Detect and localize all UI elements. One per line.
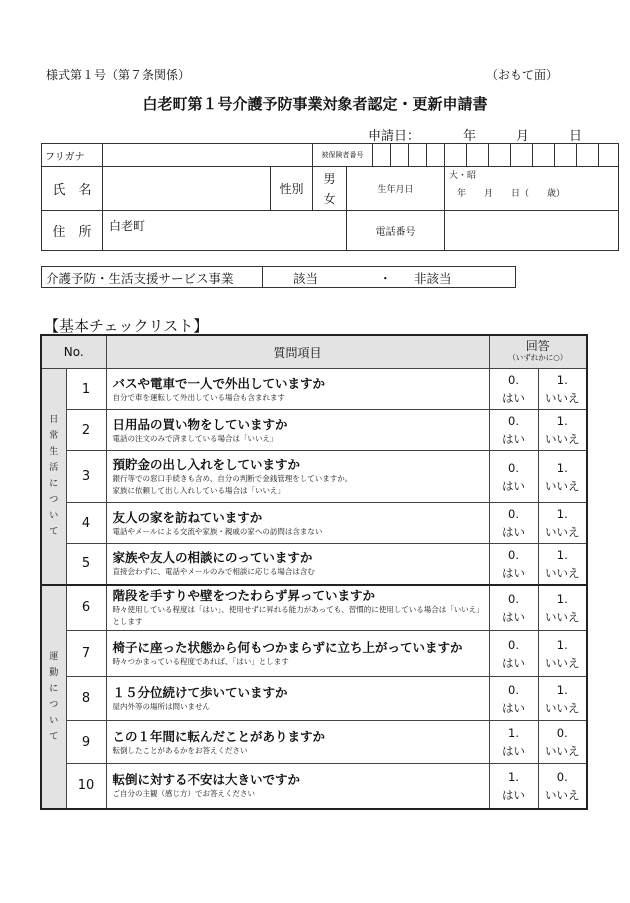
answer-yes-score: 0. [508,637,519,652]
question-cell [106,721,489,764]
col-answer-header [489,335,587,369]
question-cell [106,764,489,809]
table-row [41,585,587,631]
question-note: 時々使用している程度は「はい」、使用せずに昇れる能力があっても、習慣的に使用している場合は「いいえ」とします [112,605,484,627]
question-note: 転倒したことがあるかをお答えください [112,745,248,755]
category-char: 常 [49,431,59,442]
category-char: に [49,683,59,694]
answer-no[interactable] [538,369,587,410]
question-note: 自分で車を運転して外出している場合も含まれます [112,392,286,402]
basic-checklist-table [40,334,588,810]
question-note: 直接会わずに、電話やメールのみで相談に応じる場合は含む [112,567,315,577]
answer-header-note: （いずれかに○） [508,353,568,362]
question-text: 友人の家を訪ねていますか [112,509,263,525]
insured-number-digit[interactable] [391,144,409,167]
answer-no[interactable] [538,764,587,809]
insured-number-digit[interactable] [409,144,427,167]
birth-era: 大・昭 [449,171,477,181]
answer-no-score: 0. [556,726,568,740]
table-row [41,764,587,809]
insured-number-digit[interactable] [533,144,555,167]
answer-yes-score: 0. [508,414,519,428]
question-text: 日用品の買い物をしていますか [112,416,288,432]
insured-number-digit[interactable] [555,144,577,167]
answer-yes-label: はい [502,478,526,493]
answer-yes-label: はい [502,391,526,405]
category-char: 動 [49,667,59,678]
application-date-label: 申請日： [368,129,421,144]
answer-yes-label: はい [502,744,526,758]
birthdate-label: 生年月日 [347,167,445,211]
checklist-title: 【基本チェックリスト】 [44,317,209,335]
insured-number-digit[interactable] [373,144,391,167]
insured-number-digit[interactable] [577,144,599,167]
answer-no-label: いいえ [545,525,580,539]
answer-no-label: いいえ [545,478,580,493]
question-note: 電話やメールによる交流や家族・親戚の家への訪問は含まない [112,526,323,536]
answer-no-label: いいえ [545,744,580,758]
answer-no-label: いいえ [545,700,580,715]
answer-yes[interactable] [489,585,538,631]
table-row [41,721,587,764]
form-number: 様式第１号（第７条関係） [46,68,191,82]
gender-options[interactable] [313,167,347,211]
question-cell [106,369,489,410]
answer-no-label: いいえ [545,655,580,670]
answer-yes[interactable] [489,544,538,585]
item-number: 7 [66,631,106,677]
application-date-year: 年 [463,129,477,144]
answer-no-score: 1. [556,460,568,475]
answer-no-score: 1. [556,414,568,428]
answer-yes-score: 1. [508,769,519,784]
service-option-yes[interactable]: 該当 [293,271,319,286]
address-label: 住 所 [42,211,103,251]
furigana-input[interactable] [103,144,313,167]
col-no-header: No. [41,335,106,369]
gender-label: 性別 [271,167,313,211]
answer-yes-label: はい [502,700,526,715]
category-char: に [49,479,59,490]
question-cell [106,410,489,451]
applicant-info-table [41,143,619,251]
category-char: つ [49,699,59,710]
insured-number-label: 被保険者番号 [313,144,373,167]
insured-number-digit[interactable] [511,144,533,167]
answer-yes[interactable] [489,410,538,451]
service-label: 介護予防・生活支援サービス事業 [46,271,234,286]
answer-no-score: 1. [556,373,568,387]
question-text: バスや電車で一人で外出していますか [112,375,326,391]
category-char: い [49,511,59,522]
answer-no-score: 1. [556,682,568,697]
page-title: 白老町第１号介護予防事業対象者認定・更新申請書 [142,95,488,113]
answer-no[interactable] [538,677,587,721]
category-char: 日 [49,415,59,426]
table-row [41,451,587,503]
question-text: 転倒に対する不安は大きいですか [112,772,301,788]
answer-yes-label: はい [502,565,526,580]
question-note: 時々つかまっている程度であれば、「はい」とします [112,657,289,666]
service-dot: ・ [379,271,392,286]
answer-yes-label: はい [502,609,526,624]
question-note: ご自分の主観（感じ方）でお答えください [112,789,256,799]
category-daily-life [41,369,66,585]
question-cell [106,544,489,585]
insured-number-digit[interactable] [427,144,445,167]
item-number: 4 [66,503,106,544]
item-number: 9 [66,721,106,764]
item-number: 8 [66,677,106,721]
category-char: つ [49,495,59,506]
category-char: て [49,527,59,538]
answer-no-label: いいえ [545,565,580,580]
category-char: て [49,731,59,742]
service-option-no[interactable]: 非該当 [414,271,452,286]
table-row [41,544,587,585]
question-cell [106,585,489,631]
answer-yes[interactable] [489,369,538,410]
answer-no-label: いいえ [545,787,580,802]
answer-no-label: いいえ [545,391,580,405]
table-row [41,369,587,410]
answer-yes-score: 0. [508,547,519,562]
birth-format: 年 月 日（ 歳） [457,189,566,199]
phone-label: 電話番号 [347,211,445,251]
question-text: この１年間に転んだことがありますか [112,728,326,744]
answer-yes[interactable] [489,721,538,764]
question-text: １５分位続けて歩いていますか [112,685,288,700]
gender-male[interactable]: 男 [323,171,336,186]
item-number: 6 [66,585,106,631]
answer-no-score: 1. [556,637,568,652]
answer-yes-score: 0. [508,682,519,697]
answer-no-score: 1. [556,547,568,562]
gender-female[interactable]: 女 [323,191,336,206]
question-cell [106,451,489,503]
question-note-2: 家族に依頼して出し入れしている場合は「いいえ」 [112,486,286,495]
name-label: 氏 名 [42,167,103,211]
birthdate-input[interactable] [445,167,619,211]
service-divider [262,267,263,287]
table-row [41,503,587,544]
question-cell [106,631,489,677]
answer-yes[interactable] [489,503,538,544]
question-note: 銀行等での窓口手続きも含め、自分の判断で金銭管理をしていますか。 [112,474,353,483]
answer-no[interactable] [538,503,587,544]
item-number: 1 [66,369,106,410]
answer-yes-score: 0. [508,460,519,475]
category-char: 運 [49,651,59,662]
answer-no-label: いいえ [545,609,580,624]
answer-no-score: 0. [556,769,568,784]
category-char: 活 [49,463,59,474]
col-question-header: 質問項目 [106,335,489,369]
answer-yes[interactable] [489,631,538,677]
question-cell [106,677,489,721]
insured-number-digit[interactable] [489,144,511,167]
answer-yes-score: 0. [508,507,519,521]
answer-yes[interactable] [489,451,538,503]
furigana-label: フリガナ [42,144,103,167]
answer-yes-score: 0. [508,373,519,387]
insured-number-digit[interactable] [467,144,489,167]
question-text: 椅子に座った状態から何もつかまらずに立ち上がっていますか [112,640,463,655]
address-value: 白老町 [109,219,146,233]
phone-input[interactable] [445,211,619,251]
answer-no-score: 1. [556,591,568,606]
answer-yes-label: はい [502,787,526,802]
answer-no[interactable] [538,721,587,764]
item-number: 10 [66,764,106,809]
insured-number-digit[interactable] [445,144,467,167]
service-eligibility [41,266,516,288]
answer-yes-score: 1. [508,726,519,740]
answer-no-label: いいえ [545,432,580,446]
question-text: 家族や友人の相談にのっていますか [112,550,313,566]
answer-yes-label: はい [502,525,526,539]
answer-yes-label: はい [502,655,526,670]
question-text: 階段を手すりや壁をつたわらず昇っていますか [112,588,376,604]
category-exercise [41,585,66,809]
form-side: （おもて面） [486,68,559,82]
table-row [41,631,587,677]
address-input[interactable] [103,211,347,251]
category-char: い [49,715,59,726]
application-date-month: 月 [516,129,530,144]
insured-number-digit[interactable] [599,144,619,167]
answer-yes-label: はい [502,432,526,446]
answer-no[interactable] [538,631,587,677]
category-char: 生 [49,447,59,458]
item-number: 2 [66,410,106,451]
answer-no[interactable] [538,410,587,451]
answer-yes-score: 0. [508,591,519,606]
item-number: 5 [66,544,106,585]
question-cell [106,503,489,544]
question-note: 電話の注文のみで済ましている場合は「いいえ」 [112,433,278,443]
table-row [41,410,587,451]
answer-yes[interactable] [489,677,538,721]
table-row [41,677,587,721]
answer-no[interactable] [538,585,587,631]
item-number: 3 [66,451,106,503]
answer-header-label: 回答 [525,339,550,353]
answer-no[interactable] [538,544,587,585]
application-date-day: 日 [569,129,583,144]
question-note: 屋内外等の場所は問いません [112,702,211,711]
answer-yes[interactable] [489,764,538,809]
answer-no-score: 1. [556,507,568,521]
question-text: 預貯金の出し入れをしていますか [112,457,301,472]
answer-no[interactable] [538,451,587,503]
name-input[interactable] [103,167,271,211]
